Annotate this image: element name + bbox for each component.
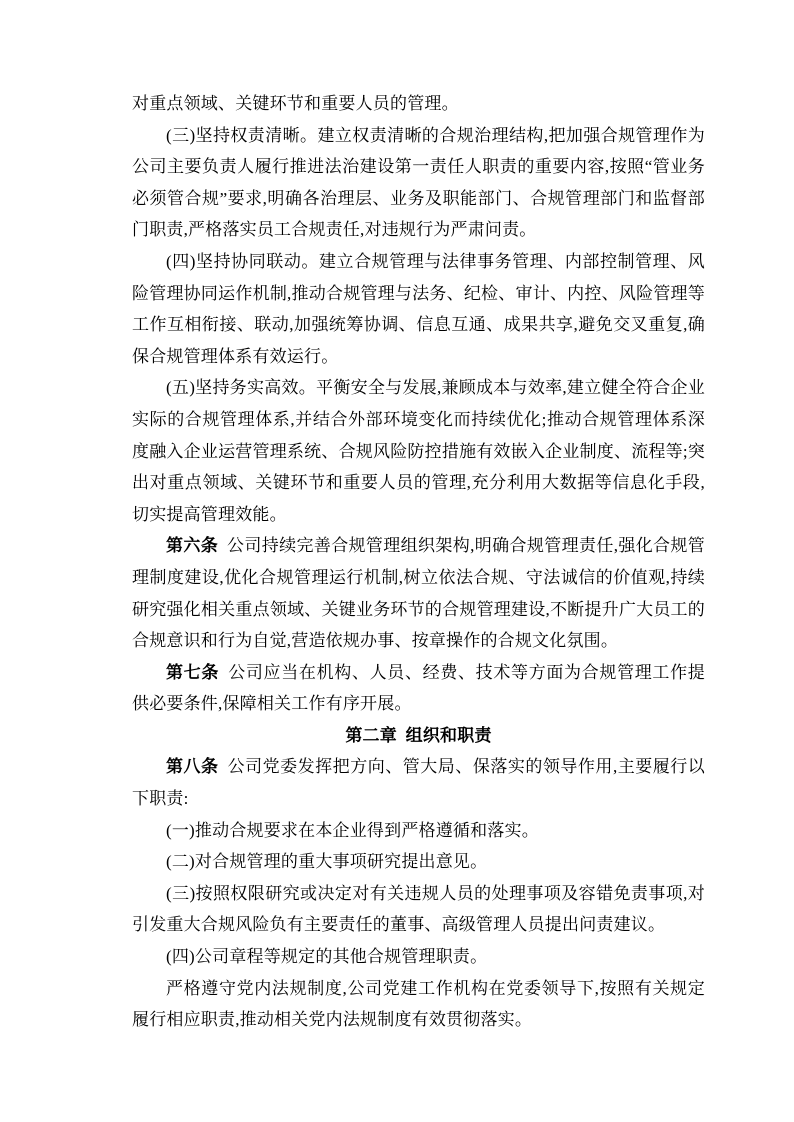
paragraph (132, 973, 705, 1036)
paragraph-text: 公司持续完善合规管理组织架构,明确合规管理责任,强化合规管理制度建设,优化合规管理运行机制,树立依法合规、守法诚信的价值观,持续研究强化相关重点领域、关键业务环节的合规管理建设,不断提升广大员工的合规意识和行为自觉,营造依规办事、按章操作的合规文化氛围。 (132, 536, 705, 651)
article-number-label: 第八条 (166, 757, 219, 777)
paragraph (132, 372, 705, 530)
paragraph (132, 530, 705, 656)
paragraph-text: 对重点领域、关键环节和重要人员的管理。 (132, 94, 459, 113)
paragraph-text: 严格遵守党内法规制度,公司党建工作机构在党委领导下,按照有关规定履行相应职责,推动相关党内法规制度有效贯彻落实。 (132, 978, 705, 1030)
article-number-label: 第六条 (166, 536, 219, 556)
chapter-heading (132, 720, 705, 752)
article-number-label: 第七条 (166, 662, 220, 682)
paragraph-text: 公司党委发挥把方向、管大局、保落实的领导作用,主要履行以下职责: (132, 757, 705, 809)
paragraph (132, 657, 705, 720)
paragraph (132, 88, 705, 120)
paragraph (132, 120, 705, 246)
paragraph-text: (二)对合规管理的重大事项研究提出意见。 (166, 852, 488, 872)
paragraph-text: (一)推动合规要求在本企业得到严格遵循和落实。 (166, 820, 539, 840)
paragraph (132, 751, 705, 814)
paragraph (132, 846, 705, 878)
paragraph-text: (四)坚持协同联动。建立合规管理与法律事务管理、内部控制管理、风险管理协同运作机制,推动合规管理与法务、纪检、审计、内控、风险管理等工作互相衔接、联动,加强统筹协调、信息互通、成果共享,避免交叉重复,确保合规管理体系有效运行。 (132, 251, 705, 366)
paragraph-text: (四)公司章程等规定的其他合规管理职责。 (166, 947, 488, 967)
paragraph (132, 878, 705, 941)
paragraph-text: 公司应当在机构、人员、经费、技术等方面为合规管理工作提供必要条件,保障相关工作有序开展。 (132, 662, 705, 714)
paragraph (132, 246, 705, 372)
article-number-label: 第二章 组织和职责 (345, 725, 492, 745)
paragraph-text: (三)坚持权责清晰。建立权责清晰的合规治理结构,把加强合规管理作为公司主要负责人履行推进法治建设第一责任人职责的重要内容,按照“管业务必须管合规”要求,明确各治理层、业务及职能部门、合规管理部门和监督部门职责,严格落实员工合规责任,对违规行为严肃问责。 (132, 125, 705, 240)
paragraph (132, 941, 705, 973)
paragraph-text: (五)坚持务实高效。平衡安全与发展,兼顾成本与效率,建立健全符合企业实际的合规管理体系,并结合外部环境变化而持续优化;推动合规管理体系深度融入企业运营管理系统、合规风险防控措施有效嵌入企业制度、流程等;突出对重点领域、关键环节和重要人员的管理,充分利用大数据等信息化手段,切实提高管理效能。 (132, 378, 705, 524)
paragraph (132, 815, 705, 847)
document-body (132, 88, 705, 1036)
paragraph-text: (三)按照权限研究或决定对有关违规人员的处理事项及容错免责事项,对引发重大合规风险负有主要责任的董事、高级管理人员提出问责建议。 (132, 883, 705, 935)
